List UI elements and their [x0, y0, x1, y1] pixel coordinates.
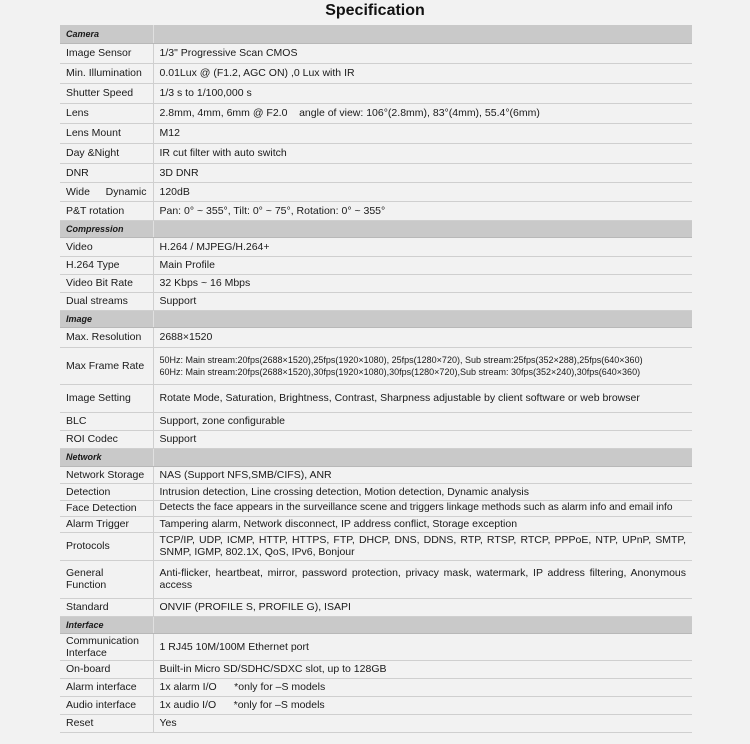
table-row — [60, 532, 692, 560]
spec-value-50hz: 50Hz: Main stream:20fps(2688×1520),25fps(1920×1080), 25fps(1280×720), Sub stream:25fps(352×288),25fps(640×360) — [159, 354, 643, 365]
table-row — [60, 237, 692, 256]
table-row — [60, 678, 692, 696]
spec-label: Lens Mount — [60, 123, 153, 143]
table-row — [60, 347, 692, 384]
spec-value: NAS (Support NFS,SMB/CIFS), ANR — [153, 466, 692, 483]
table-row — [60, 274, 692, 292]
spec-label: Lens — [60, 103, 153, 123]
table-row — [60, 292, 692, 310]
table-row — [60, 466, 692, 483]
spec-label: Face Detection — [60, 500, 153, 516]
spec-label: Communication Interface — [60, 633, 153, 660]
specification-table — [60, 25, 692, 733]
table-row — [60, 500, 692, 516]
spec-label: Reset — [60, 714, 153, 732]
spec-value-60hz: 60Hz: Main stream:20fps(2688×1520),30fps(1920×1080),30fps(1280×720),Sub stream: 30fps(352×240),30fps(640×360) — [159, 366, 641, 377]
spec-value: 1x alarm I/O *only for –S models — [153, 678, 692, 696]
table-row — [60, 633, 692, 660]
spec-label: Day &Night — [60, 143, 153, 163]
table-row — [60, 163, 692, 182]
page-title: Specification — [325, 2, 425, 19]
table-row — [60, 483, 692, 500]
spec-label: DNR — [60, 163, 153, 182]
spec-label: BLC — [60, 412, 153, 430]
section-image: Image — [60, 310, 153, 327]
spec-label: Video Bit Rate — [60, 274, 153, 292]
table-row — [60, 143, 692, 163]
spec-value: 120dB — [153, 182, 692, 201]
spec-label: On-board — [66, 663, 111, 675]
table-row — [60, 182, 692, 201]
spec-label: Max Frame Rate — [60, 347, 153, 384]
spec-value: 1 RJ45 10M/100M Ethernet port — [153, 633, 692, 660]
table-row — [60, 123, 692, 143]
spec-value: 3D DNR — [153, 163, 692, 182]
spec-label: P&T rotation — [60, 201, 153, 220]
section-interface: Interface — [60, 616, 153, 633]
spec-value: 1x audio I/O *only for –S models — [153, 696, 692, 714]
spec-label: Image Setting — [60, 384, 153, 412]
spec-label: General Function — [60, 560, 153, 598]
spec-value: Main Profile — [153, 256, 692, 274]
section-compression: Compression — [60, 220, 153, 237]
spec-value: 2688×1520 — [153, 327, 692, 347]
spec-label: Audio interface — [60, 696, 153, 714]
spec-value: TCP/IP, UDP, ICMP, HTTP, HTTPS, FTP, DHCP, DNS, DDNS, RTP, RTSP, RTCP, PPPoE, NTP, UPnP, SMTP, SNMP, IGMP, 802.1X, QoS, IPv6, Bonjour — [153, 532, 692, 560]
spec-value: IR cut filter with auto switch — [153, 143, 692, 163]
spec-value: Yes — [153, 714, 692, 732]
table-row — [60, 412, 692, 430]
spec-label: Detection — [60, 483, 153, 500]
spec-label: Min. Illumination — [60, 63, 153, 83]
section-row — [60, 220, 692, 237]
section-row — [60, 310, 692, 327]
spec-label: Wide Dynamic — [66, 185, 147, 198]
spec-value: Pan: 0° ~ 355°, Tilt: 0° ~ 75°, Rotation: 0° ~ 355° — [153, 201, 692, 220]
spec-label: Standard — [60, 598, 153, 616]
table-row — [60, 43, 692, 63]
spec-value: Anti-flicker, heartbeat, mirror, password protection, privacy mask, watermark, IP address filtering, Anonymous access — [153, 560, 692, 598]
spec-value: Rotate Mode, Saturation, Brightness, Contrast, Sharpness adjustable by client software or web browser — [153, 384, 692, 412]
table-row — [60, 696, 692, 714]
spec-value: Built-in Micro SD/SDHC/SDXC slot, up to 128GB — [153, 660, 692, 678]
section-camera: Camera — [60, 25, 153, 43]
spec-value: M12 — [153, 123, 692, 143]
spec-label: Image Sensor — [60, 43, 153, 63]
spec-value: Tampering alarm, Network disconnect, IP address conflict, Storage exception — [153, 516, 692, 532]
table-row — [60, 560, 692, 598]
spec-label: Protocols — [60, 532, 153, 560]
table-row — [60, 598, 692, 616]
table-row — [60, 327, 692, 347]
spec-label: Shutter Speed — [60, 83, 153, 103]
spec-label: Alarm interface — [60, 678, 153, 696]
table-row — [60, 63, 692, 83]
spec-value: Support — [153, 292, 692, 310]
spec-value: ONVIF (PROFILE S, PROFILE G), ISAPI — [153, 598, 692, 616]
table-row — [60, 384, 692, 412]
table-row — [60, 103, 692, 123]
spec-label: Dual streams — [60, 292, 153, 310]
table-row — [60, 201, 692, 220]
section-row — [60, 448, 692, 466]
table-row — [60, 516, 692, 532]
spec-value: Support, zone configurable — [153, 412, 692, 430]
spec-value: Intrusion detection, Line crossing detection, Motion detection, Dynamic analysis — [153, 483, 692, 500]
table-row — [60, 660, 692, 678]
table-row — [60, 256, 692, 274]
spec-value: 0.01Lux @ (F1.2, AGC ON) ,0 Lux with IR — [153, 63, 692, 83]
spec-value: 2.8mm, 4mm, 6mm @ F2.0 angle of view: 106°(2.8mm), 83°(4mm), 55.4°(6mm) — [153, 103, 692, 123]
table-row — [60, 83, 692, 103]
spec-value: 32 Kbps ~ 16 Mbps — [153, 274, 692, 292]
table-row — [60, 430, 692, 448]
spec-label: H.264 Type — [60, 256, 153, 274]
spec-label: ROI Codec — [60, 430, 153, 448]
spec-label: Alarm Trigger — [60, 516, 153, 532]
spec-value: Support — [153, 430, 692, 448]
spec-value: Detects the face appears in the surveillance scene and triggers linkage methods such as alarm info and email info — [153, 500, 692, 516]
spec-value: 1/3" Progressive Scan CMOS — [153, 43, 692, 63]
section-row — [60, 25, 692, 43]
spec-label: Network Storage — [60, 466, 153, 483]
spec-value: 1/3 s to 1/100,000 s — [153, 83, 692, 103]
table-row — [60, 714, 692, 732]
spec-label: Video — [66, 240, 93, 253]
spec-label: Max. Resolution — [60, 327, 153, 347]
section-row — [60, 616, 692, 633]
spec-value: H.264 / MJPEG/H.264+ — [153, 237, 692, 256]
section-network: Network — [60, 448, 153, 466]
